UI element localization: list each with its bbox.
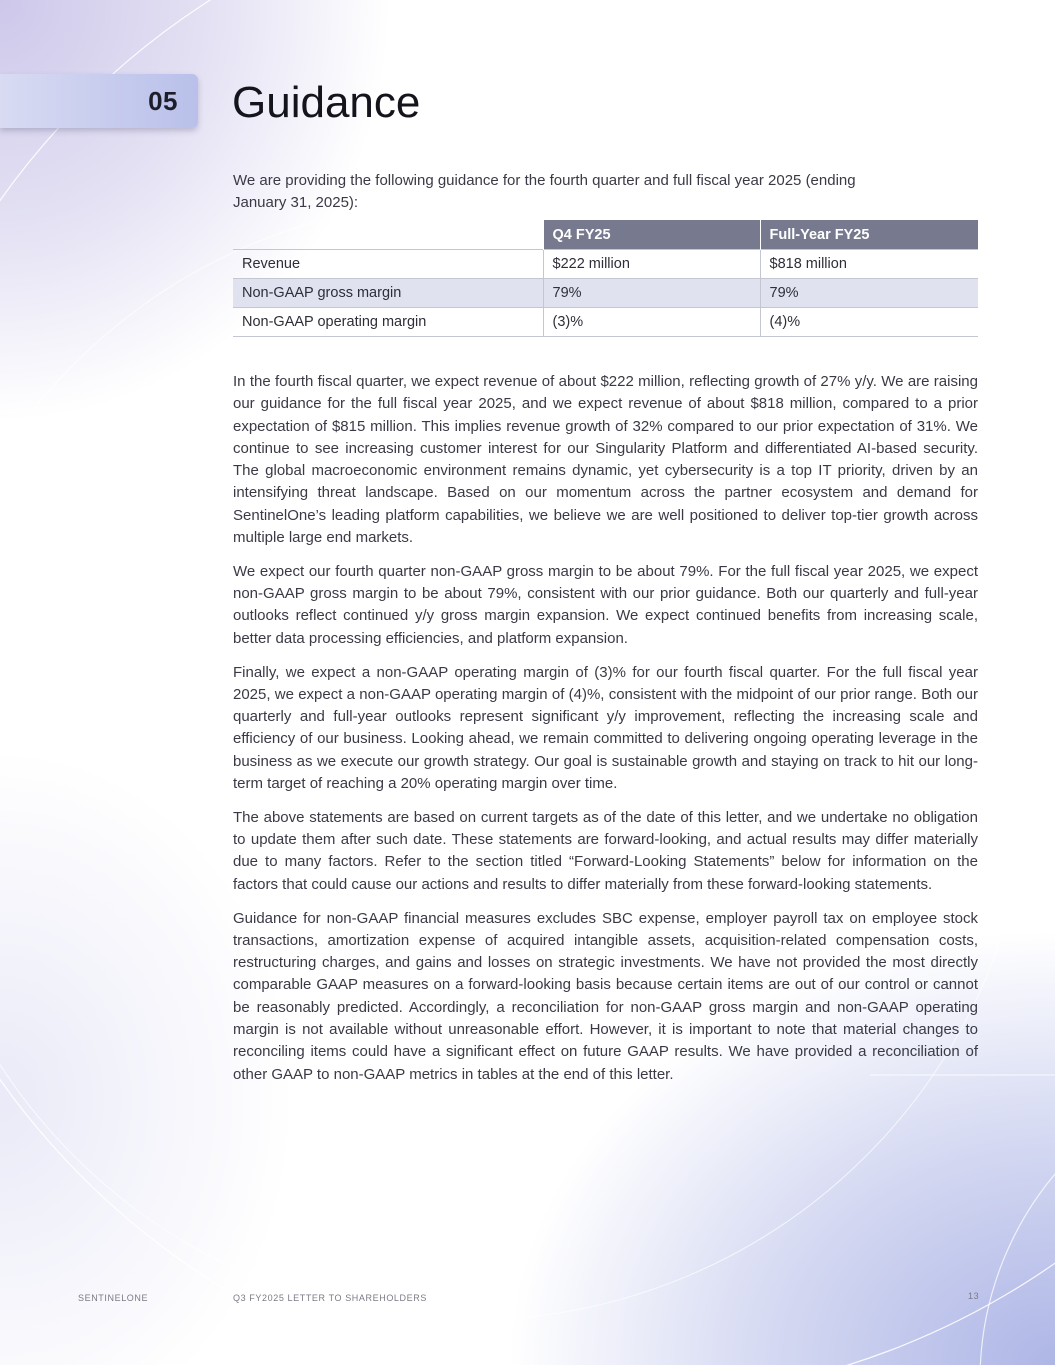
footer-page-number: 13 (968, 1291, 980, 1301)
table-header-full-year: Full-Year FY25 (760, 220, 978, 250)
table-cell-q4: (3)% (543, 308, 760, 337)
table-header-blank (233, 220, 543, 250)
paragraph-gross-margin: We expect our fourth quarter non-GAAP gross margin to be about 79%. For the full fiscal year 2025, we expect non-GAAP gross margin to be about 79%, consistent with our prior guidance. Both our quarterly and full-year outlooks reflect continued y/y gross margin expansion. We expect continued benefits from increasing scale, better data processing efficiencies, and platform expansion. (233, 562, 978, 647)
table-cell-q4: 79% (543, 279, 760, 308)
table-row (233, 279, 978, 308)
table-row (233, 308, 978, 337)
section-number: 05 (148, 86, 178, 116)
footer-document-title: Q3 FY2025 LETTER TO SHAREHOLDERS (233, 1293, 427, 1303)
table-cell-q4: $222 million (543, 250, 760, 279)
paragraph-operating-margin: Finally, we expect a non-GAAP operating margin of (3)% for our fourth fiscal quarter. For the full fiscal year 2025, we expect a non-GAAP operating margin of (4)%, consistent with the midpoint of our prior range. Both our quarterly and full-year outlooks represent significant y/y improvement, reflecting the increasing scale and efficiency of our business. Looking ahead, we remain committed to delivering ongoing operating leverage in the business as we execute our growth strategy. Our goal is sustainable growth and staying on track to hit our long-term target of reaching a 20% operating margin over time. (233, 663, 978, 793)
intro-text: We are providing the following guidance for the fourth quarter and full fiscal year 2025 (ending January 31, 2025): (233, 172, 856, 211)
section-number-tab (0, 74, 198, 128)
footer-company: SENTINELONE (78, 1293, 149, 1303)
paragraph-revenue: In the fourth fiscal quarter, we expect revenue of about $222 million, reflecting growth of 27% y/y. We are raising our guidance for the full fiscal year 2025, and we expect revenue of about $818 million, compared to a prior expectation of $815 million. This implies revenue growth of 32% compared to our prior expectation of 31%. We continue to see increasing customer interest for our Singularity Platform and differentiated AI-based security. The global macroeconomic environment remains dynamic, yet cybersecurity is a top IT priority, driven by an intensifying threat landscape. Based on our momentum across the partner ecosystem and demand for SentinelOne’s leading platform capabilities, we believe we are well positioned to deliver top-tier growth across multiple large end markets. (233, 373, 978, 547)
table-cell-full-year: $818 million (760, 250, 978, 279)
table-cell-metric: Revenue (233, 250, 543, 279)
table-cell-full-year: (4)% (760, 308, 978, 337)
table-cell-metric: Non-GAAP gross margin (233, 279, 543, 308)
table-row (233, 250, 978, 279)
guidance-body (233, 371, 978, 1097)
page-title: Guidance (232, 78, 421, 127)
table-cell-full-year: 79% (760, 279, 978, 308)
paragraph-forward-looking: The above statements are based on current targets as of the date of this letter, and we undertake no obligation to update them after such date. These statements are forward-looking, and actual results may differ materially due to many factors. Refer to the section titled “Forward-Looking Statements” below for information on the factors that could cause our actions and results to differ materially from these forward-looking statements. (233, 808, 978, 893)
table-header-row (233, 220, 978, 250)
paragraph-non-gaap: Guidance for non-GAAP financial measures excludes SBC expense, employer payroll tax on employee stock transactions, amortization expense of acquired intangible assets, acquisition-related compensation costs, restructuring charges, and gains and losses on strategic investments. We have not provided the most directly comparable GAAP measures on a forward-looking basis because certain items are out of our control or cannot be reasonably predicted. Accordingly, a reconciliation for non-GAAP gross margin and non-GAAP operating margin is not available without unreasonable effort. However, it is important to note that material changes to reconciling items could have a significant effect on future GAAP results. We have provided a reconciliation of other GAAP to non-GAAP metrics in tables at the end of this letter. (233, 909, 978, 1083)
table-header-q4: Q4 FY25 (543, 220, 760, 250)
guidance-table (233, 220, 978, 337)
table-cell-metric: Non-GAAP operating margin (233, 308, 543, 337)
